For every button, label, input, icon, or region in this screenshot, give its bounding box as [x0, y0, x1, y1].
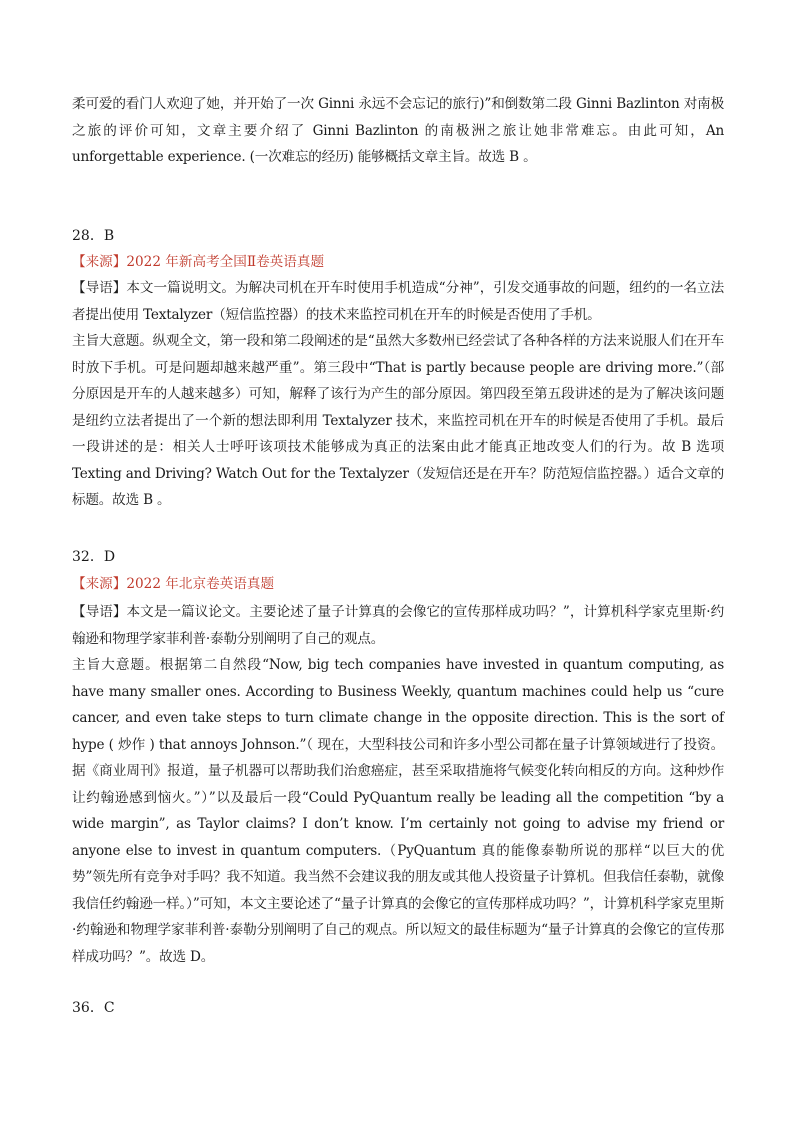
question-36-number: 36．C — [72, 1000, 115, 1016]
intro-paragraph: 柔可爱的看门人欢迎了她，并开始了一次 Ginni 永远不会忘记的旅行)”和倒数第二段 Ginni Bazlinton 对南极之旅的评价可知，文章主要介绍了 Ginni Bazlinton 的南极洲之旅让她非常难忘。由此可知，An unforgettable experience. (一次难忘的经历) 能够概括文章主旨。故选 B 。 — [72, 96, 724, 165]
guide-label: 【导语】 — [72, 280, 127, 296]
question-28-guide — [72, 275, 724, 328]
question-28-source: 【来源】2022 年新高考全国Ⅱ卷英语真题 — [72, 254, 325, 270]
guide-text: 本文是一篇议论文。主要论述了量子计算真的会像它的宣传那样成功吗？”，计算机科学家克里斯·约翰逊和物理学家菲利普·泰勒分别阐明了自己的观点。 — [72, 604, 724, 647]
question-28-analysis: 主旨大意题。纵观全文，第一段和第二段阐述的是“虽然大多数州已经尝试了各种各样的方法来说服人们在开车时放下手机。可是问题却越来越严重”。第三段中“That is partly because people are driving more.”（部分原因是开车的人越来越多）可知，解释了该行为产生的部分原因。第四段至第五段讲述的是为了解决该问题是纽约立法者提出了一个新的想法即利用 Textalyzer 技术，来监控司机在开车的时候是否使用了手机。最后一段讲述的是：相关人士呼吁该项技术能够成为真正的法案由此才能真正地改变人们的行为。故 B 选项 Texting and Driving? Watch Out for the Textalyzer（发短信还是在开车？防范短信监控器。）适合文章的标题。故选 B 。 — [72, 333, 724, 508]
question-32-number: 32．D — [72, 549, 116, 565]
guide-label: 【导语】 — [72, 604, 127, 620]
question-32-guide — [72, 599, 724, 652]
question-32-analysis: 主旨大意题。根据第二自然段“Now, big tech companies have invested in quantum computing, as have many smaller ones. According to Business Weekly, quantum machines could help us “cure cancer, and even take steps to turn climate change in the opposite direction. This is the sort of hype ( 炒作 ) that annoys Johnson.”（ 现在，大型科技公司和许多小型公司都在量子计算领域进行了投资。据《商业周刊》报道，量子机器可以帮助我们治愈癌症，甚至采取措施将气候变化转向相反的方向。这种炒作让约翰逊感到恼火。”）”以及最后一段“Could PyQuantum really be leading all the competition “by a wide margin”, as Taylor claims? I don’t know. I’m certainly not going to advise my friend or anyone else to invest in quantum computers.（PyQuantum 真的能像泰勒所说的那样“以巨大的优势”领先所有竞争对手吗？我不知道。我当然不会建议我的朋友或其他人投资量子计算机。但我信任泰勒，就像我信任约翰逊一样。）”可知，本文主要论述了“量子计算真的会像它的宣传那样成功吗？”，计算机科学家克里斯·约翰逊和物理学家菲利普·泰勒分别阐明了自己的观点。所以短文的最佳标题为“量子计算真的会像它的宣传那样成功吗？”。故选 D。 — [72, 657, 724, 965]
question-28-number: 28．B — [72, 228, 115, 244]
question-32-source: 【来源】2022 年北京卷英语真题 — [72, 576, 275, 592]
guide-text: 本文一篇说明文。为解决司机在开车时使用手机造成“分神”，引发交通事故的问题，纽约的一名立法者提出使用 Textalyzer（短信监控器）的技术来监控司机在开车的时候是否使用了手机。 — [72, 280, 724, 323]
